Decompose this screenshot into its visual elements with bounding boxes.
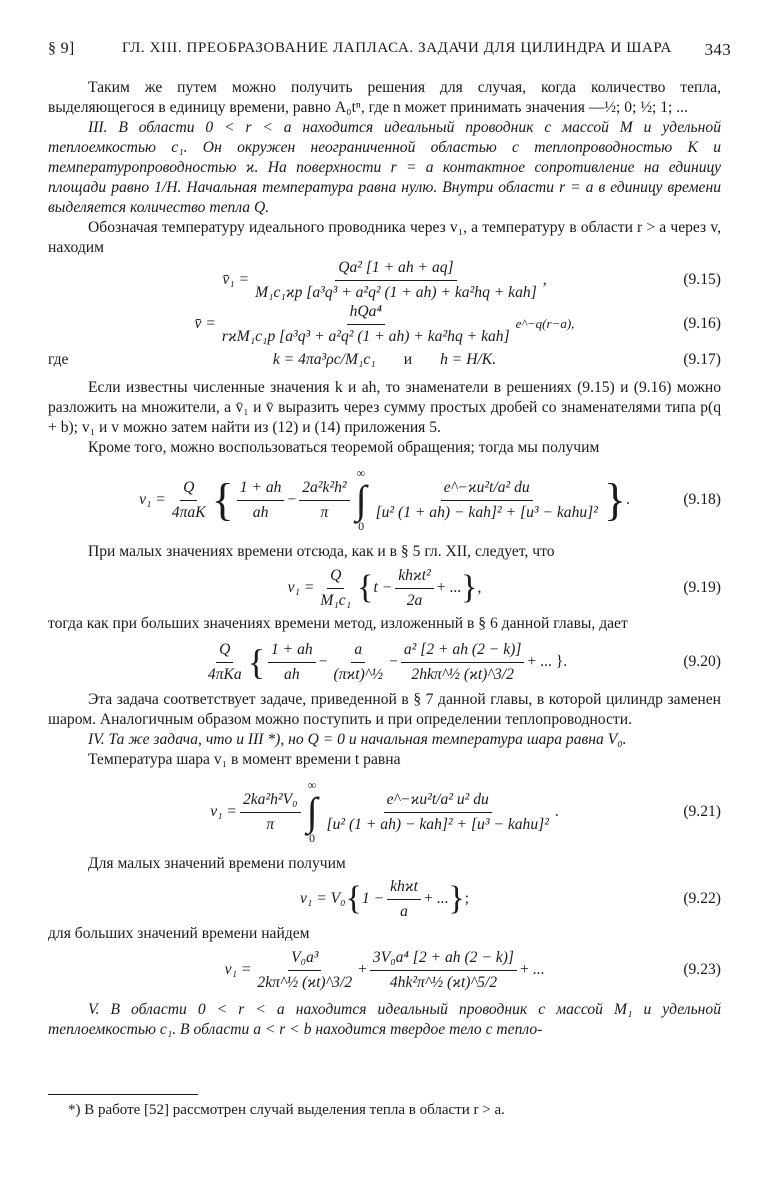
left-brace: { (211, 474, 234, 525)
right-brace: } (603, 474, 627, 525)
equation-number: (9.22) (683, 890, 721, 907)
equation-9-20: $\frac{Q}{\text{4πKa}}$ { $\frac{1 + ah}{ah}$ − $\frac{a}{\text{(πϰt)\textasciicircum{}½}}$ − $\frac{\text{a² [2 + ah (2 − k)]}}{\text{2hkπ\textasciicircum{}½ (ϰt)\textasciicircum{}3/2}}$ + ... }. (9.20) (48, 634, 721, 690)
paragraph-intro: Таким же путем можно получить решения для случая, когда количество тепла, выделяющегося в единицу времени, равно A₀tⁿ, где n может принимать значения —½; 0; ½; 1; ... (48, 79, 721, 116)
equation-number: (9.21) (683, 803, 721, 820)
paragraph-small-time: При малых значениях времени отсюда, как и в § 5 гл. XII, следует, что (88, 543, 555, 560)
paragraph-inversion: Кроме того, можно воспользоваться теоремой обращения; тогда мы получим (88, 439, 600, 456)
equation-number: (9.23) (683, 961, 721, 978)
equation-9-21: v₁ = $\frac{\text{2ka²h²V₀}}{\pi}$ ∞ ∫ 0 $\frac{\text{e\textasciicircum{}−ϰu²t/a² u² du}}{\text{[u² (1 + ah) − kah]² + [u³ − kahu]²}}$ . (9.21) (210, 778, 721, 845)
left-brace: { (345, 880, 362, 917)
paragraph-large-time: тогда как при больших значениях времени метод, изложенный в § 6 данной главы, дает (48, 615, 628, 632)
chapter-title: ГЛ. XIII. ПРЕОБРАЗОВАНИЕ ЛАПЛАСА. ЗАДАЧИ ДЛЯ ЦИЛИНДРА И ШАРА (122, 40, 672, 56)
equation-9-17: где k = 4πa³ρc/M₁c₁ и h = H/K. (9.17) (48, 351, 721, 368)
equation-9-18: v₁ = $\frac{Q}{\text{4πaK}}$ { $\frac{1 + ah}{ah}$ − $\frac{\text{2a²k²h²}}{\pi}$ ∞ ∫ 0 $\frac{\text{e\textasciicircum{}−ϰu²t/a² du}}{\text{[u² (1 + ah) − kah]² + [u³ − kahu]²}}$ } . (9.18) (139, 466, 721, 533)
paragraph-notation: Обозначая температуру идеального проводника через v₁, а температуру в области r > a через v, находим (48, 219, 721, 256)
equation-number: (9.18) (683, 491, 721, 508)
right-brace: } (461, 569, 478, 606)
equation-number: (9.16) (683, 315, 721, 332)
left-brace: { (247, 642, 265, 682)
section-ref: § 9] (48, 40, 75, 57)
equation-9-15: v̄₁ = $\frac{\text{Qa² [1 + ah + aq]}}{\text{M₁c₁ϰp [a³q³ + a²q² (1 + ah) + ka²hq + kah]}}$ , (9.15) (222, 258, 721, 301)
paragraph-sphere-analogy: Эта задача соответствует задаче, приведенной в § 7 данной главы, в которой цилиндр заменен шаром. Аналогичным образом можно поступить и при определении теплопроводности. (48, 691, 721, 728)
paragraph-large-values: для больших значений времени найдем (48, 925, 310, 942)
problem-v: V. В области 0 < r < a находится идеальный проводник с массой M₁ и удельной теплоемкостью c₁. В области a < r < b находится твердое тело с тепло- (48, 1001, 721, 1038)
equation-9-16: v̄ = $\frac{\text{hQa⁴}}{\text{rϰM₁c₁p [a³q³ + a²q² (1 + ah) + ka²hq + kah]}}$ e^−q(r−a), (9.16) (194, 302, 721, 345)
fraction: $\frac{\text{Qa² [1 + ah + aq]}}{\text{M₁c₁ϰp [a³q³ + a²q² (1 + ah) + ka²hq + kah]}}$ (255, 258, 537, 301)
equation-9-19: v₁ = $\frac{Q}{\text{M₁c₁}}$ { t − $\frac{\text{khϰt²}}{2a}$ + ... } , (9.19) (48, 562, 721, 614)
integral-sign: ∞ ∫ 0 (306, 778, 318, 845)
equation-number: (9.17) (683, 351, 721, 368)
where-label: где (48, 351, 69, 368)
equation-number: (9.19) (683, 579, 721, 596)
equation-9-22: v₁ = V₀ { 1 − $\frac{\text{khϰt}}{a}$ + ... } ; (9.22) (48, 874, 721, 924)
equation-number: (9.15) (683, 271, 721, 288)
equation-9-23: v₁ = $\frac{\text{V₀a³}}{\text{2kπ\textasciicircum{}½ (ϰt)\textasciicircum{}3/2}}$ + $\frac{\text{3V₀a⁴ [2 + ah (2 − k)]}}{\text{4hk²π\textasciicircum{}½ (ϰt)\textasciicircum{}5/2}}$ + ... (9.23) (224, 948, 721, 991)
paragraph-temperature-at-t: Температура шара v₁ в момент времени t равна (88, 751, 401, 768)
problem-iii: III. В области 0 < r < a находится идеальный проводник с массой M и удельной теплоемкостью c₁. Он окружен неограниченной областью с теплопроводностью K и температуропроводностью ϰ. На поверхности r = a контактное сопротивление на единицу площади равно 1/H. Начальная температура равна нулю. Внутри области r = a в единицу времени выделяется количество тепла Q. (48, 119, 721, 216)
paragraph-small-values: Для малых значений времени получим (88, 855, 346, 872)
footnote: *) В работе [52] рассмотрен случай выделения тепла в области r > a. (68, 1102, 505, 1118)
fraction: $\frac{\text{hQa⁴}}{\text{rϰM₁c₁p [a³q³ + a²q² (1 + ah) + ka²hq + kah]}}$ (221, 302, 510, 345)
right-brace: } (448, 880, 465, 917)
page-body (48, 78, 721, 1040)
left-brace: { (357, 569, 374, 606)
footnote-rule (48, 1094, 198, 1095)
paragraph-factorization: Если известны численные значения k и ah, то знаменатели в решениях (9.15) и (9.16) можно разложить на множители, а v̄₁ и v̄ выразить через сумму простых дробей со знаменателями типа p(q + b); v₁ и v можно затем найти из (12) и (14) приложения 5. (48, 379, 721, 436)
problem-iv: IV. Та же задача, что и III *), но Q = 0 и начальная температура шара равна V₀. (88, 731, 627, 748)
integral-sign: ∞ ∫ 0 (355, 466, 367, 533)
page-number: 343 (704, 40, 731, 59)
running-header (48, 40, 731, 66)
equation-number: (9.20) (683, 653, 721, 670)
